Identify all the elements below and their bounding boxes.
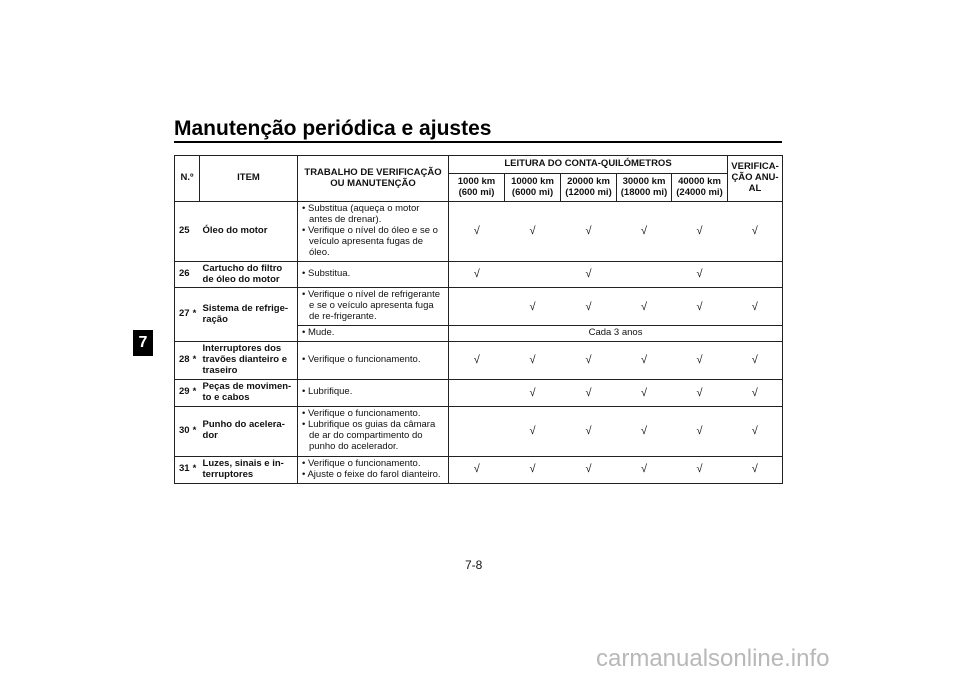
header-item: ITEM (200, 156, 298, 202)
check-cell: √ (561, 342, 617, 380)
row-number: 27 (175, 288, 190, 342)
check-cell: √ (561, 379, 617, 406)
watermark: carmanualsonline.info (596, 645, 830, 672)
check-cell: √ (449, 202, 505, 262)
work-bullet: • Lubrifique. (302, 386, 353, 398)
check-cell: √ (728, 379, 783, 406)
interval-header (449, 174, 505, 202)
row-work (298, 326, 449, 342)
table-row (175, 379, 783, 406)
row-mark: * (190, 342, 200, 380)
check-cell: √ (617, 202, 672, 262)
title-rule (174, 141, 782, 143)
interval-header (561, 174, 617, 202)
row-item: Cartucho do filtro de óleo do motor (200, 261, 298, 288)
header-odometer: LEITURA DO CONTA-QUILÓMETROS (449, 156, 728, 174)
interval-km: 20000 km (567, 175, 610, 187)
check-cell: √ (728, 202, 783, 262)
row-number: 29 (175, 379, 190, 406)
work-bullet: • Lubrifique os guias da câmara de ar do compartimento do punho do acelerador. (302, 419, 436, 453)
row-item: Luzes, sinais e in-terruptores (200, 456, 298, 483)
page-number: 7-8 (465, 558, 483, 572)
check-cell: √ (561, 202, 617, 262)
table-row (175, 202, 783, 262)
row-work (298, 406, 449, 456)
check-cell: √ (561, 288, 617, 326)
row-item: Sistema de refrige-ração (200, 288, 298, 342)
row-mark (190, 202, 200, 262)
row-number: 30 (175, 406, 190, 456)
check-cell: √ (672, 202, 728, 262)
check-cell (449, 379, 505, 406)
row-mark: * (190, 406, 200, 456)
check-cell: √ (617, 406, 672, 456)
interval-km: 10000 km (511, 175, 554, 187)
row-item: Óleo do motor (200, 202, 298, 262)
interval-mi: (6000 mi) (511, 186, 554, 198)
check-cell: √ (561, 456, 617, 483)
check-cell (505, 261, 561, 288)
check-cell: √ (672, 379, 728, 406)
check-cell: √ (672, 456, 728, 483)
check-cell: √ (672, 406, 728, 456)
check-cell: √ (449, 456, 505, 483)
row-number: 31 (175, 456, 190, 483)
maintenance-table (174, 155, 783, 484)
check-cell (449, 406, 505, 456)
row-mark: * (190, 456, 200, 483)
row-work (298, 261, 449, 288)
row-work (298, 288, 449, 326)
work-bullet: • Mude. (302, 327, 335, 339)
row-mark (190, 261, 200, 288)
table-row (175, 288, 783, 326)
row-work (298, 342, 449, 380)
check-cell (617, 261, 672, 288)
check-cell: √ (617, 456, 672, 483)
check-cell: √ (505, 379, 561, 406)
work-bullet: • Substitua. (302, 268, 351, 280)
check-cell (449, 288, 505, 326)
page-title: Manutenção periódica e ajustes (174, 117, 492, 140)
interval-header (672, 174, 728, 202)
check-cell: √ (505, 342, 561, 380)
work-bullet: • Ajuste o feixe do farol dianteiro. (302, 468, 441, 480)
header-work: TRABALHO DE VERIFICAÇÃO OU MANUTENÇÃO (298, 156, 449, 202)
check-cell: √ (449, 261, 505, 288)
row-item: Interruptores dos travões dianteiro e traseiro (200, 342, 298, 380)
row-work (298, 202, 449, 262)
header-no: N.º (175, 156, 200, 202)
interval-header (505, 174, 561, 202)
row-item: Peças de movimen-to e cabos (200, 379, 298, 406)
table-row (175, 456, 783, 483)
row-number: 26 (175, 261, 190, 288)
check-cell: √ (505, 202, 561, 262)
row-mark: * (190, 379, 200, 406)
interval-km: 30000 km (622, 175, 666, 187)
work-bullet: • Verifique o funcionamento. (302, 457, 421, 469)
row-mark: * (190, 288, 200, 342)
row-work (298, 379, 449, 406)
table-row (175, 261, 783, 288)
check-cell: √ (449, 342, 505, 380)
check-cell: √ (672, 261, 728, 288)
header-annual: VERIFICA-ÇÃO ANU-AL (728, 156, 783, 202)
row-number: 25 (175, 202, 190, 262)
check-cell: √ (561, 261, 617, 288)
row-work (298, 456, 449, 483)
check-cell: √ (728, 342, 783, 380)
check-cell: √ (672, 288, 728, 326)
check-cell (728, 261, 783, 288)
work-bullet: • Verifique o funcionamento. (302, 408, 421, 420)
check-cell: √ (728, 406, 783, 456)
check-cell: √ (561, 406, 617, 456)
interval-mi: (24000 mi) (676, 186, 723, 198)
table-row (175, 406, 783, 456)
row-item: Punho do acelera-dor (200, 406, 298, 456)
check-cell: √ (505, 456, 561, 483)
work-bullet: • Verifique o funcionamento. (302, 354, 421, 366)
check-cell: √ (505, 288, 561, 326)
check-cell: √ (617, 379, 672, 406)
interval-header (617, 174, 672, 202)
interval-km: 40000 km (678, 175, 721, 187)
check-cell: √ (728, 456, 783, 483)
work-bullet: • Verifique o nível de refrigerante e se o veículo apresenta fuga de re-frigerante. (302, 289, 441, 323)
chapter-tab: 7 (133, 330, 153, 356)
row-number: 28 (175, 342, 190, 380)
check-cell: √ (617, 288, 672, 326)
interval-note: Cada 3 anos (449, 326, 783, 342)
work-bullet: • Verifique o nível do óleo e se o veículo apresenta fugas de óleo. (302, 224, 438, 258)
check-cell: √ (505, 406, 561, 456)
interval-mi: (12000 mi) (565, 186, 612, 198)
table-row (175, 342, 783, 380)
interval-mi: (18000 mi) (620, 186, 668, 198)
interval-km: 1000 km (457, 175, 496, 187)
check-cell: √ (672, 342, 728, 380)
interval-mi: (600 mi) (458, 186, 495, 198)
check-cell: √ (728, 288, 783, 326)
work-bullet: • Substitua (aqueça o motor antes de drenar). (302, 203, 420, 225)
check-cell: √ (617, 342, 672, 380)
